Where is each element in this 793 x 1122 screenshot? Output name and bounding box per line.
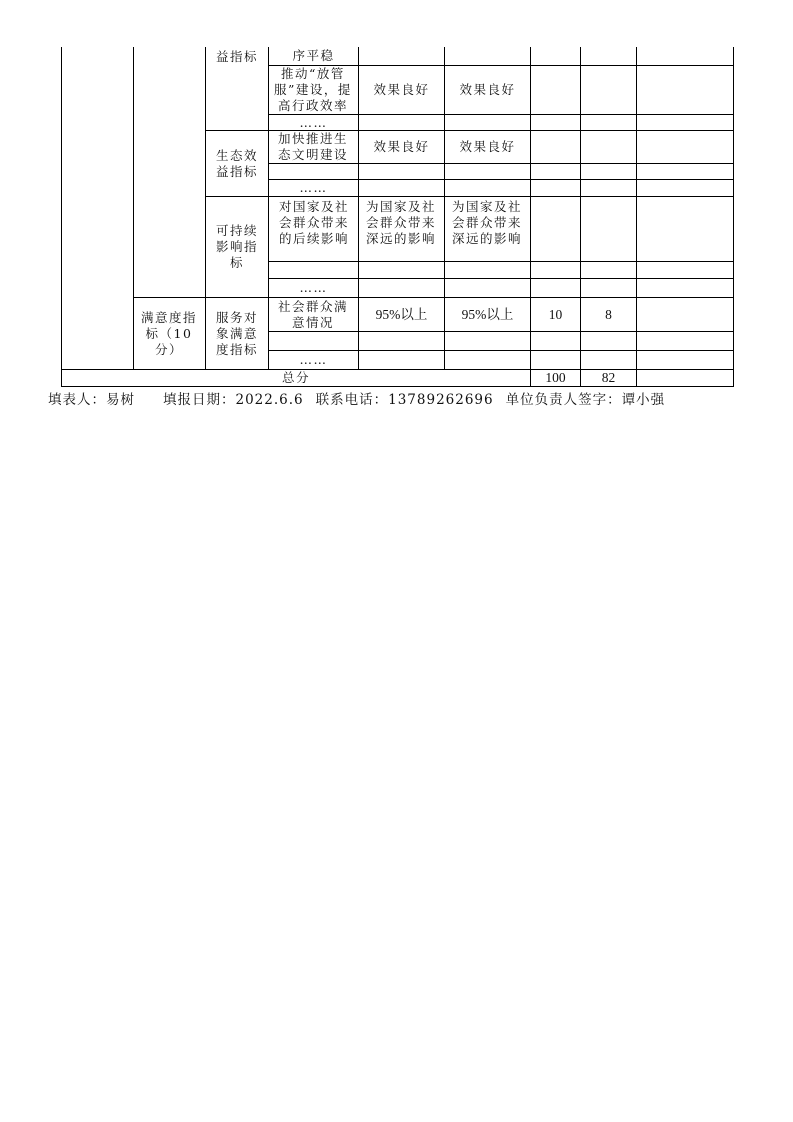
actual-value-cell: 为国家及社会群众带来深远的影响 — [451, 199, 522, 246]
table-border — [530, 47, 531, 387]
ellipsis-cell: …… — [299, 180, 328, 195]
fill-date-text: 填报日期：2022.6.6 — [163, 392, 304, 408]
category-cell: 服务对象满意度指标 — [215, 309, 258, 357]
target-value-cell: 效果良好 — [373, 82, 430, 97]
signer-text: 单位负责人签字：谭小强 — [505, 392, 666, 408]
actual-value-cell: 效果良好 — [459, 82, 516, 97]
table-border — [268, 163, 734, 164]
level1-category-cell: 满意度指标（10分） — [140, 309, 197, 357]
table-border — [733, 47, 734, 387]
table-border — [205, 196, 734, 197]
ellipsis-cell: …… — [299, 352, 328, 367]
filler-text: 填表人：易树 — [48, 392, 135, 408]
contact-phone-text: 联系电话：13789262696 — [315, 392, 494, 408]
target-value-cell: 95%以上 — [375, 306, 428, 322]
total-weight-cell: 100 — [545, 370, 566, 385]
table-border — [268, 331, 734, 332]
indicator-cell: 对国家及社会群众带来的后续影响 — [278, 199, 349, 246]
weight-cell: 10 — [548, 306, 563, 322]
table-border — [268, 47, 269, 369]
target-value-cell: 效果良好 — [373, 139, 430, 154]
table-border — [61, 386, 734, 387]
indicator-cell: 序平稳 — [292, 48, 335, 63]
ellipsis-cell: …… — [299, 115, 328, 130]
actual-value-cell: 效果良好 — [459, 139, 516, 154]
table-border — [133, 47, 134, 369]
table-border — [636, 47, 637, 387]
score-cell: 8 — [605, 306, 612, 322]
table-border — [205, 47, 206, 369]
category-cell: 生态效益指标 — [215, 147, 258, 179]
table-border — [580, 47, 581, 387]
total-score-cell: 82 — [601, 370, 616, 385]
category-cell: 益指标 — [215, 49, 258, 64]
table-border — [268, 261, 734, 262]
target-value-cell: 为国家及社会群众带来深远的影响 — [365, 199, 436, 246]
form-footer — [48, 388, 665, 408]
indicator-cell: 加快推进生态文明建设 — [277, 131, 348, 162]
category-cell: 可持续影响指标 — [215, 223, 258, 270]
total-label-cell: 总分 — [281, 370, 310, 385]
indicator-cell: 社会群众满意情况 — [277, 298, 348, 330]
indicator-cell: 推动“放管服”建设，提高行政效率 — [274, 66, 352, 113]
ellipsis-cell: …… — [299, 280, 328, 295]
actual-value-cell: 95%以上 — [461, 306, 514, 322]
table-border — [61, 47, 62, 387]
